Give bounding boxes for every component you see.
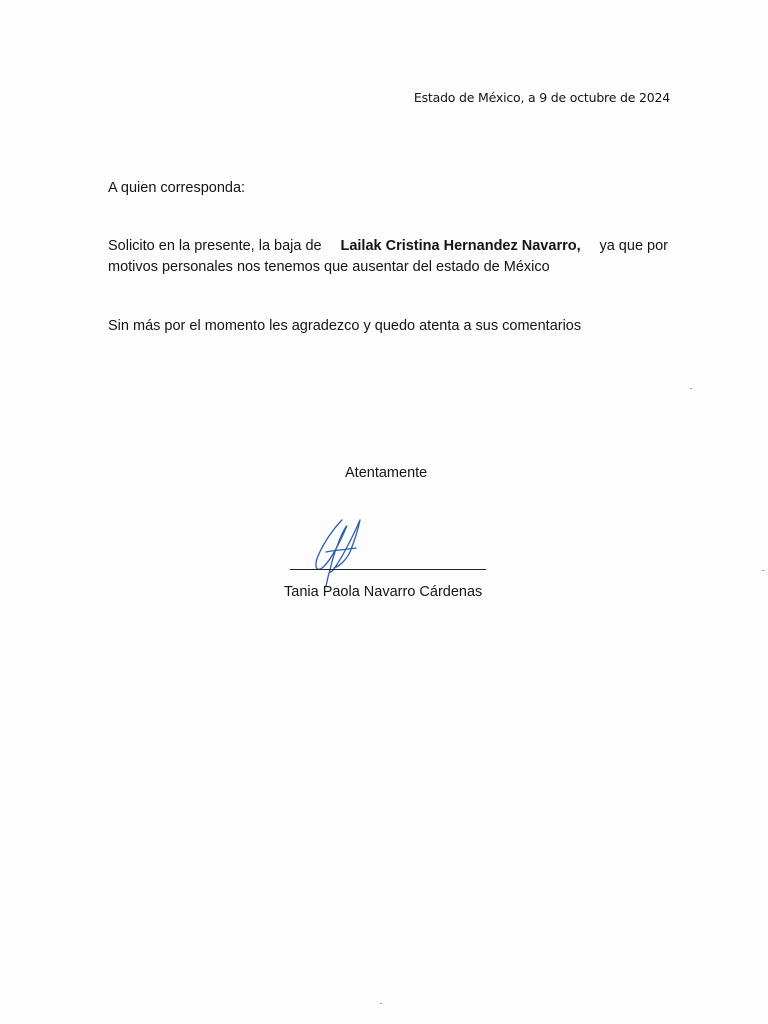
signature-line	[290, 569, 486, 570]
signer-name: Tania Paola Navarro Cárdenas	[284, 584, 483, 600]
handwritten-signature	[300, 512, 390, 588]
request-paragraph-line-1	[108, 236, 668, 257]
scan-speck	[690, 388, 692, 389]
closing: Atentamente	[345, 465, 428, 481]
request-prefix: Solicito en la presente, la baja de	[108, 238, 322, 254]
request-paragraph	[108, 236, 668, 278]
scan-speck	[380, 1003, 382, 1004]
date-line: Estado de México, a 9 de octubre de 2024	[413, 90, 670, 105]
student-name: Lailak Cristina Hernandez Navarro,	[340, 238, 581, 254]
request-paragraph-line-2: motivos personales nos tenemos que ausentar del estado de México	[108, 259, 550, 275]
request-suffix: ya que por	[599, 238, 668, 254]
scan-speck	[762, 570, 764, 571]
greeting: A quien corresponda:	[108, 180, 246, 196]
thanks-paragraph: Sin más por el momento les agradezco y quedo atenta a sus comentarios	[108, 318, 582, 334]
